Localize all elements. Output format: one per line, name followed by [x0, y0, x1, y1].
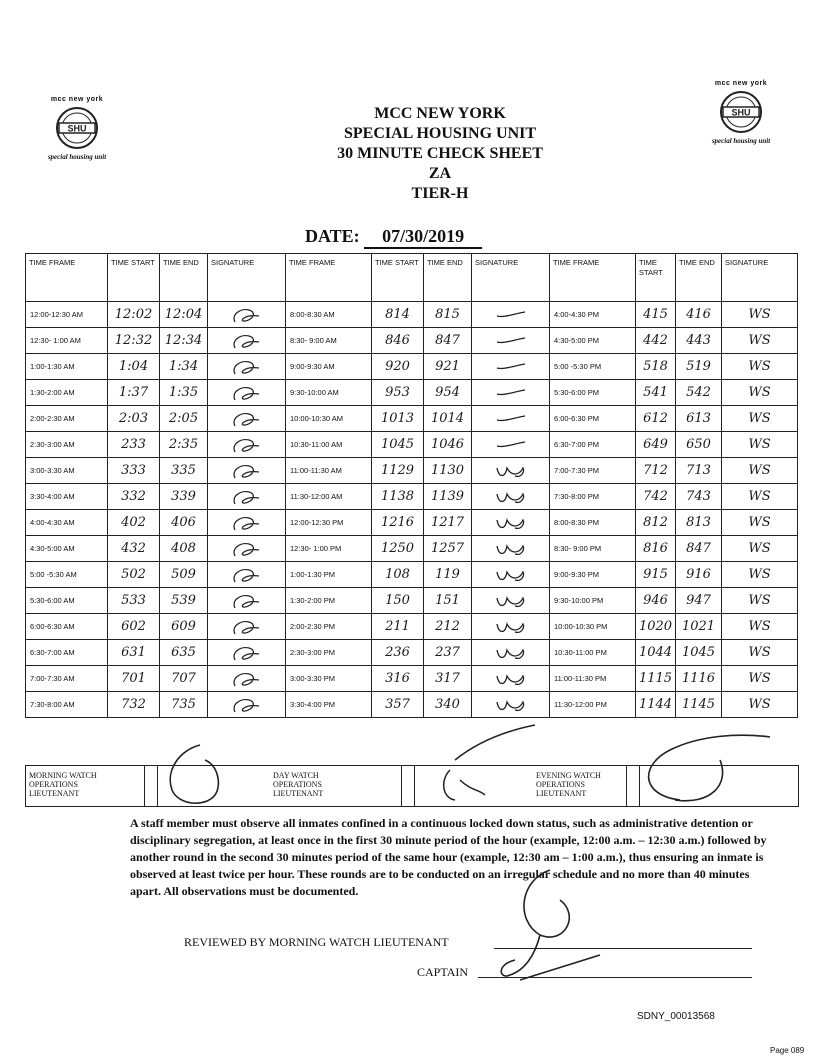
time-end-cell: 1021 [676, 614, 722, 640]
signature-cell: WS [722, 458, 798, 484]
time-frame-cell: 12:00-12:30 PM [286, 510, 372, 536]
time-frame-cell: 9:00-9:30 AM [286, 354, 372, 380]
initials-mark [227, 696, 267, 714]
time-start-cell: 533 [108, 588, 160, 614]
time-end-cell: 1217 [424, 510, 472, 536]
signature-cell: WS [722, 328, 798, 354]
column-header: TIME FRAME [550, 254, 636, 302]
time-end-cell: 1145 [676, 692, 722, 718]
table-row [26, 406, 798, 432]
time-start-cell: 915 [636, 562, 676, 588]
time-frame-cell: 6:00-6:30 AM [26, 614, 108, 640]
signature-cell [208, 458, 286, 484]
signature-cell [208, 354, 286, 380]
time-start-cell: 1045 [372, 432, 424, 458]
initials-mark [491, 618, 531, 636]
signature-cell [472, 432, 550, 458]
logo-top-text: mcc new york [714, 80, 768, 87]
signature-cell: WS [722, 354, 798, 380]
table-row [26, 354, 798, 380]
time-end-cell: 921 [424, 354, 472, 380]
time-start-cell: 920 [372, 354, 424, 380]
time-end-cell: 1046 [424, 432, 472, 458]
initials-mark [491, 670, 531, 688]
table-row [26, 510, 798, 536]
signature-cell [472, 666, 550, 692]
time-frame-cell: 3:00-3:30 AM [26, 458, 108, 484]
time-start-cell: 953 [372, 380, 424, 406]
date-label: DATE: [305, 226, 360, 246]
time-start-cell: 1138 [372, 484, 424, 510]
time-start-cell: 612 [636, 406, 676, 432]
table-row [26, 302, 798, 328]
initials-mark [491, 462, 531, 480]
signature-cell: WS [722, 640, 798, 666]
time-start-cell: 233 [108, 432, 160, 458]
time-frame-cell: 10:00-10:30 AM [286, 406, 372, 432]
table-row [26, 614, 798, 640]
time-frame-cell: 9:30-10:00 PM [550, 588, 636, 614]
time-start-cell: 502 [108, 562, 160, 588]
signature-cell: WS [722, 614, 798, 640]
signature-cell: WS [722, 510, 798, 536]
time-end-cell: 12:04 [160, 302, 208, 328]
signature-cell [208, 536, 286, 562]
signature-cell [472, 692, 550, 718]
time-start-cell: 108 [372, 562, 424, 588]
time-start-cell: 1216 [372, 510, 424, 536]
date-value: 07/30/2019 [364, 226, 482, 249]
time-end-cell: 743 [676, 484, 722, 510]
time-start-cell: 1044 [636, 640, 676, 666]
signature-cell: WS [722, 666, 798, 692]
table-row [26, 432, 798, 458]
signature-cell [472, 588, 550, 614]
column-header: SIGNATURE [722, 254, 798, 302]
table-row [26, 484, 798, 510]
initials-mark [227, 306, 267, 324]
time-frame-cell: 1:00-1:30 AM [26, 354, 108, 380]
signature-cell [472, 536, 550, 562]
time-end-cell: 509 [160, 562, 208, 588]
time-end-cell: 1139 [424, 484, 472, 510]
table-row [26, 458, 798, 484]
time-frame-cell: 3:30-4:00 PM [286, 692, 372, 718]
signature-cell [472, 562, 550, 588]
time-start-cell: 1:37 [108, 380, 160, 406]
title-line-4: ZA [428, 165, 452, 182]
initials-mark [227, 644, 267, 662]
signature-cell [208, 666, 286, 692]
signature-cell: WS [722, 588, 798, 614]
time-start-cell: 402 [108, 510, 160, 536]
time-start-cell: 541 [636, 380, 676, 406]
evening-lieutenant-signature [620, 725, 780, 815]
logo-bottom-text: special housing unit [711, 137, 771, 145]
evening-watch-label: EVENING WATCH OPERATIONS LIEUTENANT [536, 771, 601, 798]
time-frame-cell: 10:30-11:00 AM [286, 432, 372, 458]
time-frame-cell: 2:30-3:00 PM [286, 640, 372, 666]
day-lieutenant-signature [430, 720, 540, 810]
time-frame-cell: 10:30-11:00 PM [550, 640, 636, 666]
time-end-cell: 12:34 [160, 328, 208, 354]
time-start-cell: 12:32 [108, 328, 160, 354]
time-start-cell: 1129 [372, 458, 424, 484]
signature-cell [208, 380, 286, 406]
time-start-cell: 1:04 [108, 354, 160, 380]
signature-cell: WS [722, 432, 798, 458]
svg-text:SHU: SHU [731, 107, 751, 118]
time-start-cell: 649 [636, 432, 676, 458]
time-end-cell: 2:35 [160, 432, 208, 458]
initials-mark [491, 384, 531, 402]
signature-cell [472, 614, 550, 640]
initials-mark [227, 384, 267, 402]
time-frame-cell: 12:30- 1:00 PM [286, 536, 372, 562]
time-frame-cell: 7:30-8:00 AM [26, 692, 108, 718]
time-start-cell: 2:03 [108, 406, 160, 432]
morning-watch-divider [144, 766, 158, 806]
time-end-cell: 713 [676, 458, 722, 484]
time-end-cell: 1014 [424, 406, 472, 432]
initials-mark [227, 488, 267, 506]
left-logo [22, 96, 132, 161]
signature-cell [208, 328, 286, 354]
time-end-cell: 519 [676, 354, 722, 380]
svg-text:SHU: SHU [67, 123, 87, 134]
time-frame-cell: 8:30- 9:00 AM [286, 328, 372, 354]
time-frame-cell: 11:30-12:00 PM [550, 692, 636, 718]
time-frame-cell: 3:30-4:00 AM [26, 484, 108, 510]
initials-mark [491, 592, 531, 610]
time-start-cell: 701 [108, 666, 160, 692]
time-start-cell: 1115 [636, 666, 676, 692]
table-row [26, 666, 798, 692]
time-frame-cell: 6:30-7:00 PM [550, 432, 636, 458]
signature-cell [472, 484, 550, 510]
signature-cell [472, 510, 550, 536]
time-end-cell: 339 [160, 484, 208, 510]
time-start-cell: 946 [636, 588, 676, 614]
table-row [26, 588, 798, 614]
signature-cell: WS [722, 380, 798, 406]
table-row [26, 536, 798, 562]
time-end-cell: 408 [160, 536, 208, 562]
time-end-cell: 847 [676, 536, 722, 562]
initials-mark [227, 462, 267, 480]
day-watch-divider [401, 766, 415, 806]
signature-cell [208, 692, 286, 718]
sheet-title [250, 104, 630, 204]
time-start-cell: 1020 [636, 614, 676, 640]
initials-mark [491, 488, 531, 506]
signature-cell [208, 432, 286, 458]
time-start-cell: 1144 [636, 692, 676, 718]
time-start-cell: 236 [372, 640, 424, 666]
initials-mark [491, 358, 531, 376]
time-start-cell: 442 [636, 328, 676, 354]
signature-cell [208, 562, 286, 588]
time-end-cell: 947 [676, 588, 722, 614]
time-frame-cell: 9:00-9:30 PM [550, 562, 636, 588]
time-end-cell: 847 [424, 328, 472, 354]
time-frame-cell: 4:00-4:30 PM [550, 302, 636, 328]
time-start-cell: 1250 [372, 536, 424, 562]
time-start-cell: 1013 [372, 406, 424, 432]
time-end-cell: 151 [424, 588, 472, 614]
date-line [305, 226, 482, 249]
initials-mark [227, 436, 267, 454]
signature-cell [472, 328, 550, 354]
table-row [26, 640, 798, 666]
signature-cell: WS [722, 302, 798, 328]
time-start-cell: 602 [108, 614, 160, 640]
time-frame-cell: 5:30-6:00 PM [550, 380, 636, 406]
time-start-cell: 631 [108, 640, 160, 666]
column-header: TIME START [636, 254, 676, 302]
initials-mark [227, 332, 267, 350]
time-frame-cell: 6:30-7:00 AM [26, 640, 108, 666]
time-frame-cell: 4:30-5:00 AM [26, 536, 108, 562]
signature-cell: WS [722, 484, 798, 510]
time-end-cell: 815 [424, 302, 472, 328]
initials-mark [491, 436, 531, 454]
time-end-cell: 406 [160, 510, 208, 536]
title-line-5: TIER-H [411, 185, 469, 202]
time-end-cell: 119 [424, 562, 472, 588]
time-frame-cell: 9:30-10:00 AM [286, 380, 372, 406]
time-frame-cell: 11:00-11:30 PM [550, 666, 636, 692]
time-end-cell: 613 [676, 406, 722, 432]
time-frame-cell: 1:00-1:30 PM [286, 562, 372, 588]
signature-cell [208, 510, 286, 536]
time-start-cell: 333 [108, 458, 160, 484]
title-line-2: SPECIAL HOUSING UNIT [343, 125, 537, 142]
initials-mark [491, 540, 531, 558]
time-start-cell: 12:02 [108, 302, 160, 328]
captain-label: CAPTAIN [417, 965, 469, 979]
column-header: TIME FRAME [286, 254, 372, 302]
time-start-cell: 316 [372, 666, 424, 692]
signature-cell [208, 406, 286, 432]
time-end-cell: 1:35 [160, 380, 208, 406]
time-frame-cell: 5:30-6:00 AM [26, 588, 108, 614]
signature-cell [208, 484, 286, 510]
time-start-cell: 712 [636, 458, 676, 484]
check-table [25, 253, 798, 718]
initials-mark [227, 410, 267, 428]
time-frame-cell: 10:00-10:30 PM [550, 614, 636, 640]
initials-mark [227, 540, 267, 558]
time-end-cell: 954 [424, 380, 472, 406]
initials-mark [227, 592, 267, 610]
signature-cell [472, 458, 550, 484]
time-end-cell: 609 [160, 614, 208, 640]
time-frame-cell: 7:00-7:30 PM [550, 458, 636, 484]
time-start-cell: 150 [372, 588, 424, 614]
time-end-cell: 1116 [676, 666, 722, 692]
time-end-cell: 1:34 [160, 354, 208, 380]
time-frame-cell: 1:30-2:00 AM [26, 380, 108, 406]
time-end-cell: 916 [676, 562, 722, 588]
time-start-cell: 518 [636, 354, 676, 380]
signature-cell [472, 302, 550, 328]
time-end-cell: 707 [160, 666, 208, 692]
time-end-cell: 542 [676, 380, 722, 406]
time-end-cell: 1257 [424, 536, 472, 562]
instructions-paragraph: A staff member must observe all inmates confined in a continuous locked down status, such as administrative detention or disciplinary segregation, at least once in the first 30 minute period of the hour (example, 12:00 a.m. – 12:30 a.m.) followed by another round in the second 30 minutes period of the same hour (example, 12:30 am – 1:00 a.m.), thus ensuring an inmate is observed at least twice per hour. These rounds are to be conducted on an irregular schedule and no more than 40 minutes apart. All observations must be documented. [130, 816, 767, 898]
logo-top-text: mcc new york [50, 96, 104, 103]
time-end-cell: 335 [160, 458, 208, 484]
signature-cell [472, 380, 550, 406]
time-frame-cell: 4:00-4:30 AM [26, 510, 108, 536]
shu-seal-icon [719, 90, 763, 134]
column-header: TIME FRAME [26, 254, 108, 302]
time-frame-cell: 12:00-12:30 AM [26, 302, 108, 328]
document-id: SDNY_00013568 [637, 1011, 715, 1022]
signature-cell [208, 614, 286, 640]
reviewed-by-label: REVIEWED BY MORNING WATCH LIEUTENANT [184, 935, 449, 949]
signature-cell [472, 640, 550, 666]
time-end-cell: 650 [676, 432, 722, 458]
initials-mark [491, 566, 531, 584]
time-start-cell: 211 [372, 614, 424, 640]
initials-mark [227, 358, 267, 376]
column-header: TIME START [108, 254, 160, 302]
time-frame-cell: 7:00-7:30 AM [26, 666, 108, 692]
time-start-cell: 357 [372, 692, 424, 718]
time-frame-cell: 8:00-8:30 AM [286, 302, 372, 328]
time-start-cell: 432 [108, 536, 160, 562]
table-body [26, 302, 798, 718]
time-end-cell: 340 [424, 692, 472, 718]
time-frame-cell: 3:00-3:30 PM [286, 666, 372, 692]
initials-mark [491, 644, 531, 662]
day-watch-label: DAY WATCH OPERATIONS LIEUTENANT [273, 771, 324, 798]
time-end-cell: 635 [160, 640, 208, 666]
time-start-cell: 332 [108, 484, 160, 510]
morning-lieutenant-signature [160, 740, 240, 810]
time-end-cell: 237 [424, 640, 472, 666]
column-header: TIME END [424, 254, 472, 302]
column-header: SIGNATURE [472, 254, 550, 302]
time-end-cell: 813 [676, 510, 722, 536]
time-end-cell: 1130 [424, 458, 472, 484]
column-header: SIGNATURE [208, 254, 286, 302]
time-end-cell: 539 [160, 588, 208, 614]
signature-cell [472, 406, 550, 432]
initials-mark [227, 618, 267, 636]
initials-mark [491, 696, 531, 714]
initials-mark [491, 332, 531, 350]
logo-bottom-text: special housing unit [47, 153, 107, 161]
time-frame-cell: 5:00 -5:30 AM [26, 562, 108, 588]
initials-mark [227, 566, 267, 584]
time-frame-cell: 12:30- 1:00 AM [26, 328, 108, 354]
time-end-cell: 443 [676, 328, 722, 354]
time-end-cell: 2:05 [160, 406, 208, 432]
table-row [26, 328, 798, 354]
time-end-cell: 416 [676, 302, 722, 328]
page-number: Page 089 [770, 1046, 805, 1055]
column-header: TIME END [676, 254, 722, 302]
time-end-cell: 212 [424, 614, 472, 640]
time-frame-cell: 2:00-2:30 AM [26, 406, 108, 432]
time-start-cell: 742 [636, 484, 676, 510]
initials-mark [227, 670, 267, 688]
table-row [26, 380, 798, 406]
signature-cell: WS [722, 536, 798, 562]
time-start-cell: 812 [636, 510, 676, 536]
time-end-cell: 317 [424, 666, 472, 692]
time-end-cell: 1045 [676, 640, 722, 666]
morning-watch-label: MORNING WATCH OPERATIONS LIEUTENANT [29, 771, 97, 798]
time-frame-cell: 8:30- 9:00 PM [550, 536, 636, 562]
time-frame-cell: 11:30-12:00 AM [286, 484, 372, 510]
time-start-cell: 415 [636, 302, 676, 328]
time-start-cell: 732 [108, 692, 160, 718]
time-end-cell: 735 [160, 692, 208, 718]
time-frame-cell: 1:30-2:00 PM [286, 588, 372, 614]
shu-seal-icon [55, 106, 99, 150]
time-frame-cell: 2:00-2:30 PM [286, 614, 372, 640]
column-header: TIME START [372, 254, 424, 302]
signature-cell [208, 588, 286, 614]
signature-cell [208, 640, 286, 666]
initials-mark [491, 410, 531, 428]
table-row [26, 562, 798, 588]
time-frame-cell: 6:00-6:30 PM [550, 406, 636, 432]
signature-cell: WS [722, 692, 798, 718]
signature-cell: WS [722, 562, 798, 588]
table-header-row [26, 254, 798, 302]
initials-mark [227, 514, 267, 532]
time-frame-cell: 11:00-11:30 AM [286, 458, 372, 484]
initials-mark [491, 514, 531, 532]
signature-cell [208, 302, 286, 328]
title-line-1: MCC NEW YORK [374, 105, 506, 122]
time-start-cell: 814 [372, 302, 424, 328]
reviewer-signature [480, 860, 620, 990]
time-start-cell: 816 [636, 536, 676, 562]
right-logo [686, 80, 796, 145]
signature-cell [472, 354, 550, 380]
time-frame-cell: 2:30-3:00 AM [26, 432, 108, 458]
time-frame-cell: 5:00 -5:30 PM [550, 354, 636, 380]
column-header: TIME END [160, 254, 208, 302]
initials-mark [491, 306, 531, 324]
time-frame-cell: 7:30-8:00 PM [550, 484, 636, 510]
time-start-cell: 846 [372, 328, 424, 354]
signature-cell: WS [722, 406, 798, 432]
time-frame-cell: 8:00-8:30 PM [550, 510, 636, 536]
title-line-3: 30 MINUTE CHECK SHEET [337, 145, 543, 162]
time-frame-cell: 4:30-5:00 PM [550, 328, 636, 354]
table-row [26, 692, 798, 718]
